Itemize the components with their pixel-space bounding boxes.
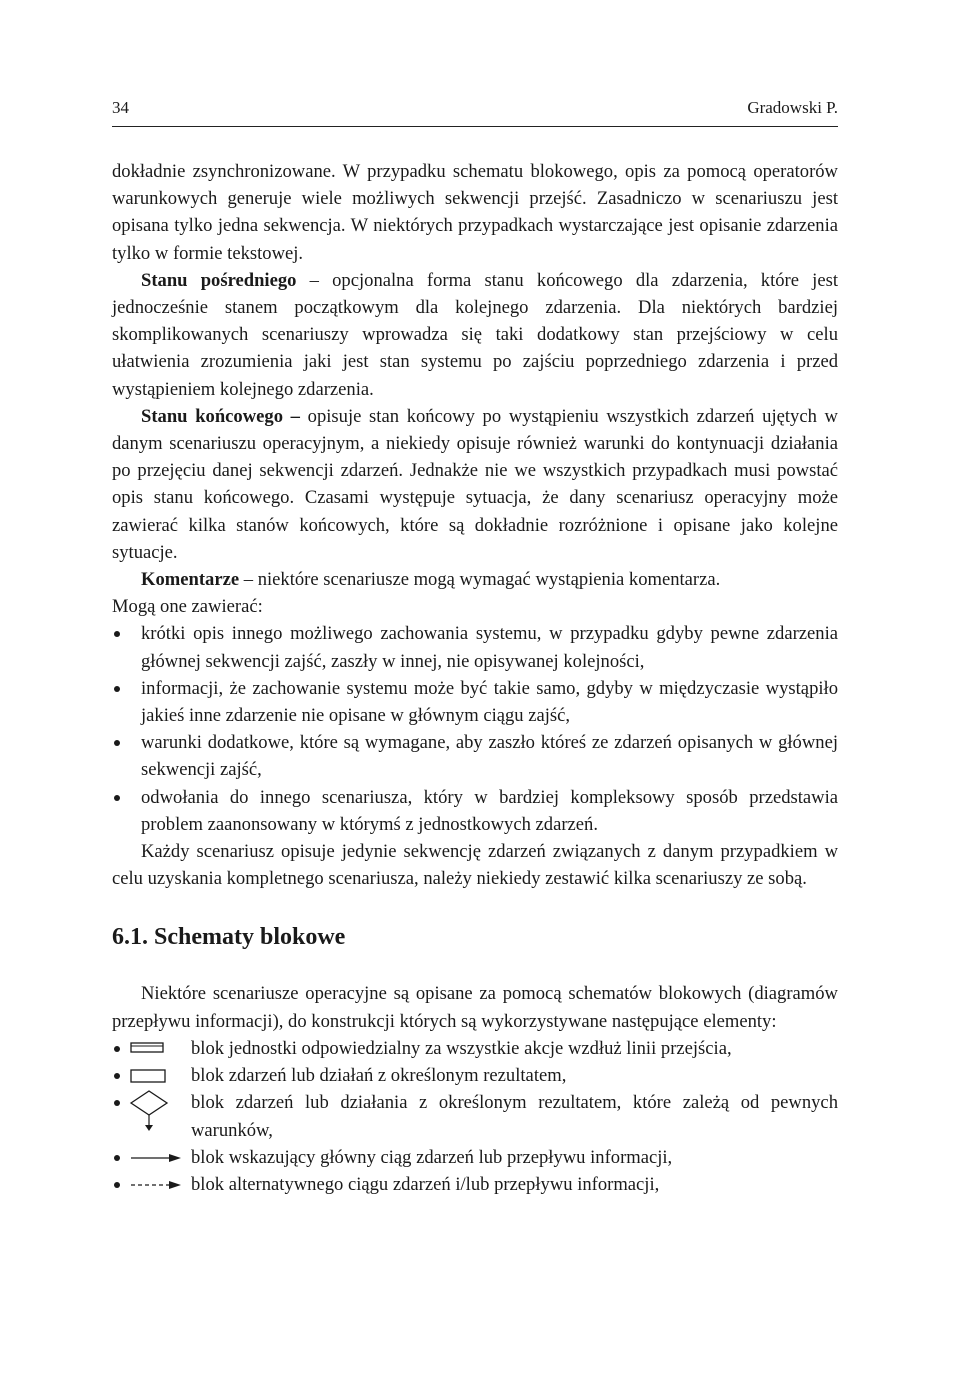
list-item: odwołania do innego scenariusza, który w bardziej kompleksowy sposób przedstawia problem zaanonsowany w którymś z jednostkowych zdarzeń.	[112, 784, 838, 838]
symbol-description: blok wskazujący główny ciąg zdarzeń lub przepływu informacji,	[191, 1146, 673, 1168]
symbol-description: blok zdarzeń lub działań z określonym rezultatem,	[191, 1065, 567, 1087]
comment-content-list	[112, 620, 838, 838]
solid-arrow-icon	[129, 1144, 185, 1171]
page-number: 34	[112, 98, 129, 117]
section-heading: 6.1. Schematy blokowe	[112, 924, 346, 951]
list-item: krótki opis innego możliwego zachowania systemu, w przypadku gdyby pewne zdarzenia głównej sekwencji zajść, zaszły w innej, nie opisywanej kolejności,	[112, 620, 838, 674]
flowchart-symbol-list	[112, 1035, 838, 1198]
symbol-description: blok zdarzeń lub działania z określonym rezultatem, które zależą od pewnych warunków,	[191, 1092, 838, 1141]
term-intermediate-state: Stanu pośredniego	[141, 269, 297, 291]
page-body	[112, 158, 838, 1198]
paragraph-may-contain: Mogą one zawierać:	[112, 596, 263, 618]
symbol-list-item	[112, 1062, 838, 1089]
diamond-icon	[129, 1089, 183, 1135]
term-final-state: Stanu końcowego –	[141, 405, 300, 427]
list-item: informacji, że zachowanie systemu może być takie samo, gdyby w międzyczasie wystąpiło jakieś inne zdarzenie nie opisane w głównym ciągu zajść,	[112, 675, 838, 729]
rectangle-icon	[129, 1062, 179, 1089]
paragraph-comments	[112, 566, 838, 593]
paragraph-flowchart-intro: Niektóre scenariusze operacyjne są opisane za pomocą schematów blokowych (diagramów przepływu informacji), do konstrukcji których są wykorzystywane następujące elementy:	[112, 983, 838, 1032]
symbol-list-item	[112, 1035, 838, 1062]
paragraph-intermediate-state	[112, 267, 838, 403]
symbol-description: blok alternatywnego ciągu zdarzeń i/lub przepływu informacji,	[191, 1173, 660, 1195]
term-comments: Komentarze	[141, 569, 240, 591]
definition-intermediate-state: – opcjonalna forma stanu końcowego dla zdarzenia, które jest jednocześnie stanem początkowym dla kolejnego zdarzenia. Dla niektórych bardziej skomplikowanych scenariuszy wprowadza się taki dodatkowy stan przejściowy w celu ułatwienia zrozumienia jaki jest stan systemu po zajściu poprzedniego zdarzenia i przed wystąpieniem kolejnego zdarzenia.	[112, 269, 839, 400]
list-item: warunki dodatkowe, które są wymagane, aby zaszło któreś ze zdarzeń opisanych w głównej sekwencji zajść,	[112, 729, 838, 783]
symbol-description: blok jednostki odpowiedzialny za wszystkie akcje wzdłuż linii przejścia,	[191, 1037, 732, 1059]
symbol-list-item	[112, 1144, 838, 1171]
paragraph-final-state	[112, 403, 838, 566]
definition-comments: – niektóre scenariusze mogą wymagać wystąpienia komentarza.	[239, 569, 721, 591]
definition-final-state: opisuje stan końcowy po wystąpieniu wszystkich zdarzeń ujętych w danym scenariuszu operacyjnym, a niekiedy opisuje również warunki do kontynuacji działania po przejęciu danej sekwencji zdarzeń. Jednakże nie we wszystkich przypadkach musi powstać opis stanu końcowego. Czasami występuje sytuacja, że dany scenariusz operacyjny może zawierać kilka stanów końcowych, które są dokładnie rozróżnione i opisane jako kolejne sytuacje.	[112, 405, 838, 563]
symbol-list-item	[112, 1171, 838, 1198]
paragraph-intro: dokładnie zsynchronizowane. W przypadku schematu blokowego, opis za pomocą operatorów warunkowych generuje wiele możliwych sekwencji przejść. Zasadniczo w scenariuszu jest opisana tylko jedna sekwencja. W niektórych przypadkach wystarczające jest opisanie zdarzenia tylko w formie tekstowej.	[112, 161, 838, 264]
symbol-list-item	[112, 1089, 838, 1143]
paragraph-summary: Każdy scenariusz opisuje jedynie sekwencję zdarzeń związanych z danym przypadkiem w celu uzyskania kompletnego scenariusza, należy niekiedy zestawić kilka scenariuszy ze sobą.	[112, 841, 838, 890]
dashed-arrow-icon	[129, 1171, 185, 1198]
double-line-rectangle-icon	[129, 1035, 179, 1062]
running-header	[112, 98, 838, 127]
running-author: Gradowski P.	[747, 98, 838, 117]
